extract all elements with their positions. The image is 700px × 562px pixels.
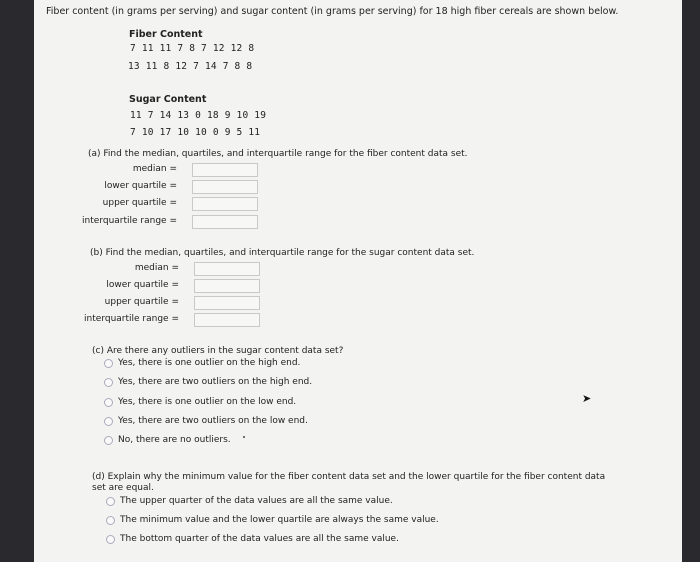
part-c-option-5[interactable]: No, there are no outliers. bbox=[104, 435, 231, 445]
part-c-option-2[interactable]: Yes, there are two outliers on the high end. bbox=[104, 377, 312, 387]
part-c-question: (c) Are there any outliers in the sugar content data set? bbox=[92, 346, 344, 356]
part-b-iqr-label: interquartile range = bbox=[84, 314, 179, 324]
radio-icon[interactable] bbox=[104, 359, 113, 368]
part-d-question-line-1: (d) Explain why the minimum value for the fiber content data set and the lower quartile for the fiber content data bbox=[92, 472, 606, 482]
radio-icon[interactable] bbox=[104, 436, 113, 445]
question-page bbox=[34, 0, 682, 562]
part-b-question: (b) Find the median, quartiles, and interquartile range for the sugar content data set. bbox=[90, 248, 475, 258]
part-b-iqr-input[interactable] bbox=[194, 313, 260, 327]
fiber-row-2: 13 11 8 12 7 14 7 8 8 bbox=[128, 61, 253, 72]
part-b-upper-quartile-input[interactable] bbox=[194, 296, 260, 310]
fiber-row-1: 7 11 11 7 8 7 12 12 8 bbox=[130, 43, 255, 54]
part-b-lower-quartile-label: lower quartile = bbox=[106, 280, 179, 290]
fiber-title: Fiber Content bbox=[129, 29, 203, 40]
radio-icon[interactable] bbox=[104, 398, 113, 407]
part-c-option-4[interactable]: Yes, there are two outliers on the low end. bbox=[104, 416, 308, 426]
stray-dot bbox=[243, 436, 245, 438]
mouse-pointer-icon: ➤ bbox=[582, 392, 592, 405]
part-a-question: (a) Find the median, quartiles, and interquartile range for the fiber content data set. bbox=[88, 149, 468, 159]
radio-icon[interactable] bbox=[106, 535, 115, 544]
part-a-median-label: median = bbox=[132, 164, 177, 174]
part-d-option-1[interactable]: The upper quarter of the data values are all the same value. bbox=[106, 496, 393, 506]
intro-text: Fiber content (in grams per serving) and sugar content (in grams per serving) for 18 high fiber cereals are shown below. bbox=[46, 6, 619, 17]
radio-icon[interactable] bbox=[106, 516, 115, 525]
radio-icon[interactable] bbox=[106, 497, 115, 506]
part-b-median-label: median = bbox=[134, 263, 179, 273]
part-a-upper-quartile-label: upper quartile = bbox=[102, 198, 177, 208]
part-c-option-3[interactable]: Yes, there is one outlier on the low end. bbox=[104, 397, 296, 407]
part-b-lower-quartile-input[interactable] bbox=[194, 279, 260, 293]
part-b-median-input[interactable] bbox=[194, 262, 260, 276]
radio-icon[interactable] bbox=[104, 378, 113, 387]
radio-icon[interactable] bbox=[104, 417, 113, 426]
part-d-option-2[interactable]: The minimum value and the lower quartile are always the same value. bbox=[106, 515, 439, 525]
part-a-iqr-input[interactable] bbox=[192, 215, 258, 229]
sugar-row-1: 11 7 14 13 0 18 9 10 19 bbox=[130, 110, 267, 121]
part-a-median-input[interactable] bbox=[192, 163, 258, 177]
part-d-question-line-2: set are equal. bbox=[92, 483, 154, 493]
part-b-upper-quartile-label: upper quartile = bbox=[104, 297, 179, 307]
part-a-lower-quartile-input[interactable] bbox=[192, 180, 258, 194]
part-c-option-1[interactable]: Yes, there is one outlier on the high end. bbox=[104, 358, 300, 368]
sugar-title: Sugar Content bbox=[129, 94, 207, 105]
part-a-upper-quartile-input[interactable] bbox=[192, 197, 258, 211]
sugar-row-2: 7 10 17 10 10 0 9 5 11 bbox=[130, 127, 261, 138]
part-a-iqr-label: interquartile range = bbox=[82, 216, 177, 226]
part-d-option-3[interactable]: The bottom quarter of the data values are all the same value. bbox=[106, 534, 399, 544]
part-a-lower-quartile-label: lower quartile = bbox=[104, 181, 177, 191]
